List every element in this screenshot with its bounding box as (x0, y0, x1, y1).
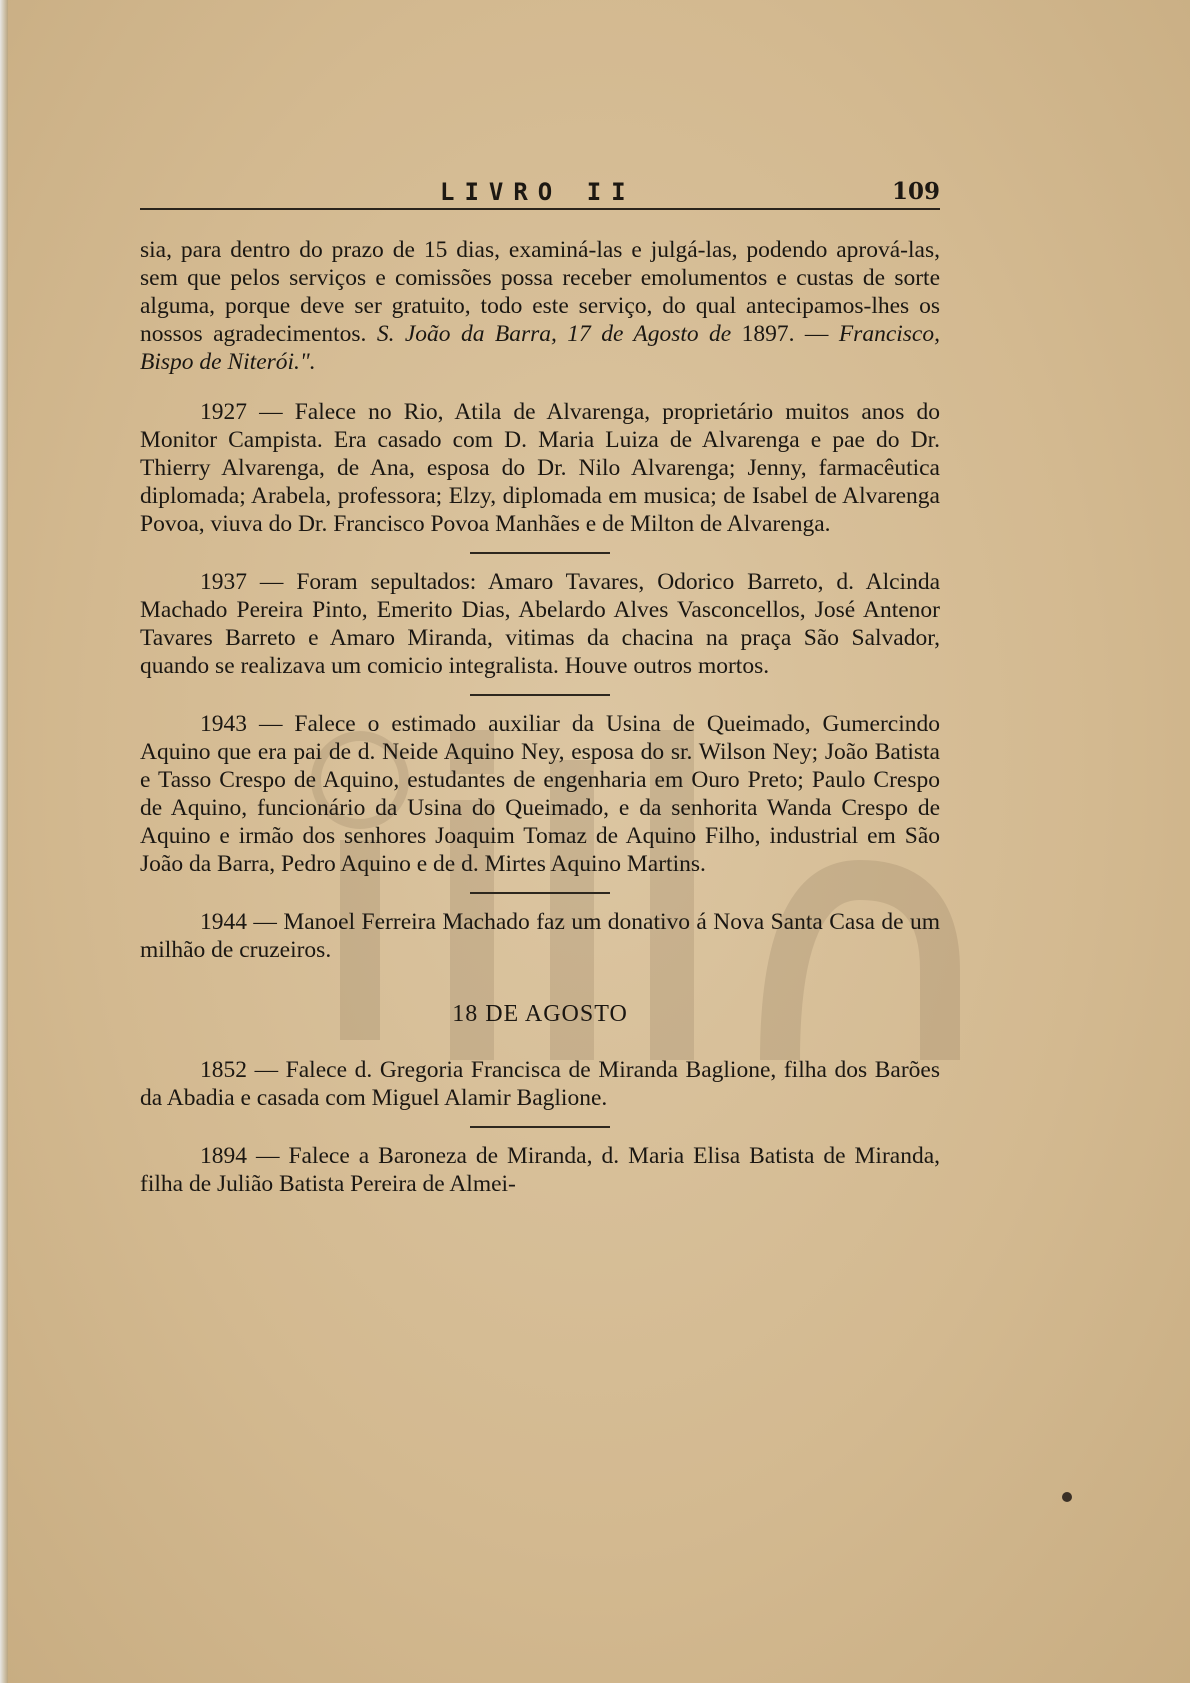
section-heading: 18 DE AGOSTO (452, 1001, 628, 1027)
running-header (140, 178, 940, 208)
signature-line: Francisco, Bispo de Niterói.". (140, 321, 940, 375)
spacer (140, 376, 940, 398)
entry-1943: 1943 — Falece o estimado auxiliar da Usina de Queimado, Gumercindo Aquino que era pai de d. Neide Aquino Ney, esposa do sr. Wilson Ney; João Batista e Tasso Crespo de Aquino, estudantes de engenharia em Ouro Preto; Paulo Crespo de Aquino, funcionário da Usina do Queimado, e da senhorita Wanda Crespo de Aquino e irmão dos senhores Joaquim Tomaz de Aquino Filho, industrial em São João da Barra, Pedro Aquino e de d. Mirtes Aquino Martins. (140, 711, 940, 877)
page-body (140, 236, 940, 1198)
page-number: 109 (891, 178, 940, 205)
book-title: LIVRO II (440, 178, 636, 206)
entry-1927: 1927 — Falece no Rio, Atila de Alvarenga, proprietário muitos anos do Monitor Campista. Era casado com D. Maria Luiza de Alvarenga e pae do Dr. Thierry Alvarenga, de Ana, esposa do Dr. Nilo Alvarenga; Jenny, farmacêutica diplomada; Arabela, professora; Elzy, diplomada em musica; de Isabel de Alvarenga Povoa, viuva do Dr. Francisco Povoa Manhães e de Milton de Alvarenga. (140, 399, 940, 537)
entry-1937: 1937 — Foram sepultados: Amaro Tavares, Odorico Barreto, d. Alcinda Machado Pereira Pinto, Emerito Dias, Abelardo Alves Vasconcellos, José Antenor Tavares Barreto e Amaro Miranda, vitimas da chacina na praça São Salvador, quando se realizava um comicio integralista. Houve outros mortos. (140, 569, 940, 679)
header-rule (140, 208, 940, 210)
page-edge (0, 0, 8, 1683)
entry-1894: 1894 — Falece a Baroneza de Miranda, d. Maria Elisa Batista de Miranda, filha de Julião Batista Pereira de Almei- (140, 1143, 940, 1197)
place-date: S. João da Barra, 17 de Agosto de (376, 321, 732, 347)
paragraph-text: 1897. — (731, 321, 839, 347)
ink-spot (1062, 1492, 1072, 1502)
separator (470, 694, 610, 696)
separator (470, 1126, 610, 1128)
entry-1852: 1852 — Falece d. Gregoria Francisca de Miranda Baglione, filha dos Barões da Abadia e casada com Miguel Alamir Baglione. (140, 1057, 940, 1111)
separator (470, 892, 610, 894)
paragraph-text: sia, para dentro do prazo de 15 dias, examiná-las e julgá-las, podendo aprová-las, sem que pelos serviços e comissões possa receber emolumentos e custas de sorte alguma, porque deve ser gratuito, todo este serviço, do qual antecipamos-lhes os nossos agradecimentos. (140, 237, 940, 347)
entry-1944: 1944 — Manoel Ferreira Machado faz um donativo á Nova Santa Casa de um milhão de cruzeiros. (140, 909, 940, 963)
continued-paragraph (140, 236, 940, 376)
separator (470, 552, 610, 554)
